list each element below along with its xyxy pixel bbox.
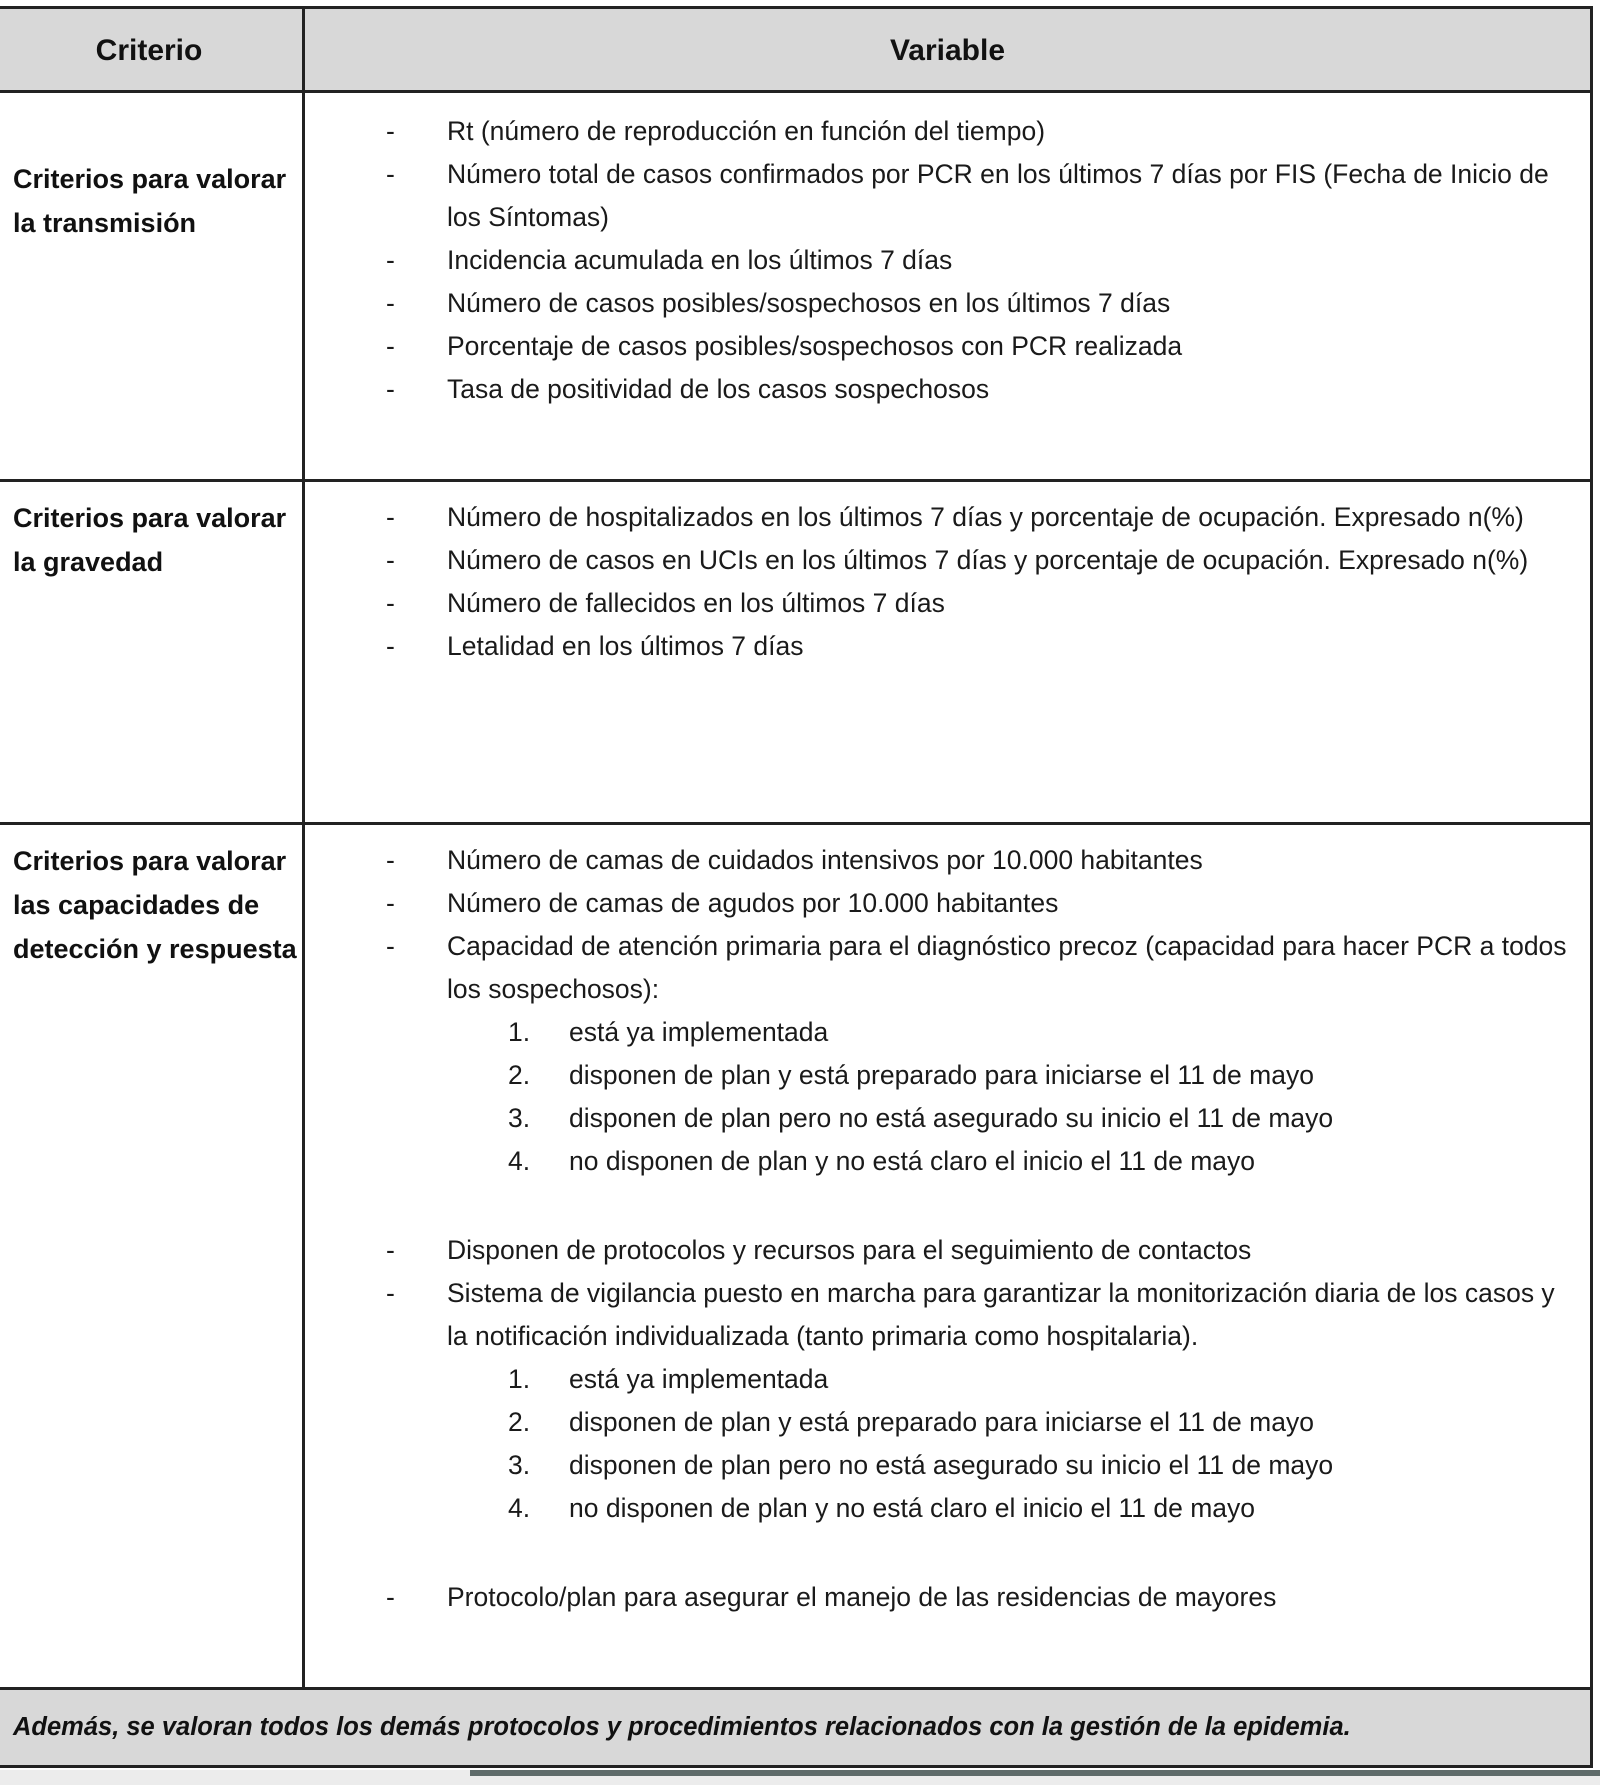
list-item: - Número de fallecidos en los últimos 7 días bbox=[386, 588, 945, 618]
option-item: 1. está ya implementada bbox=[508, 1017, 829, 1047]
criterio-capacidades: Criterios para valorar las capacidades de detección y respuesta bbox=[13, 846, 297, 964]
list-item: - Número de casos posibles/sospechosos en los últimos 7 días bbox=[386, 288, 1171, 318]
variables-capacidades bbox=[305, 839, 1590, 1619]
variables-transmision bbox=[305, 110, 1590, 411]
criterio-gravedad: Criterios para valorar la gravedad bbox=[13, 503, 287, 577]
bottom-edge bbox=[0, 1770, 1600, 1785]
list-item: - Número total de casos confirmados por PCR en los últimos 7 días por FIS (Fecha de Inicio de los Síntomas) bbox=[386, 159, 1549, 232]
list-item: - Capacidad de atención primaria para el diagnóstico precoz (capacidad para hacer PCR a todos los sospechosos): bbox=[386, 931, 1567, 1004]
list-item: - Rt (número de reproducción en función del tiempo) bbox=[386, 116, 1046, 146]
header-criterio: Criterio bbox=[95, 34, 203, 67]
list-item: - Sistema de vigilancia puesto en marcha para garantizar la monitorización diaria de los casos y la notificación individualizada (tanto primaria como hospitalaria). bbox=[386, 1278, 1555, 1351]
option-item: 1. está ya implementada bbox=[508, 1364, 829, 1394]
row-divider bbox=[0, 822, 1590, 825]
bottom-edge-bar bbox=[470, 1770, 1600, 1776]
criteria-table bbox=[0, 6, 1593, 1768]
footer-note: Además, se valoran todos los demás protocolos y procedimientos relacionados con la gestión de la epidemia. bbox=[13, 1713, 1351, 1741]
list-item: - Tasa de positividad de los casos sospechosos bbox=[386, 374, 990, 404]
list-item: - Letalidad en los últimos 7 días bbox=[386, 631, 804, 661]
option-item: 4. no disponen de plan y no está claro el inicio el 11 de mayo bbox=[508, 1493, 1256, 1523]
list-item: - Porcentaje de casos posibles/sospechosos con PCR realizada bbox=[386, 331, 1183, 361]
option-item: 4. no disponen de plan y no está claro el inicio el 11 de mayo bbox=[508, 1146, 1256, 1176]
option-item: 2. disponen de plan y está preparado para iniciarse el 11 de mayo bbox=[508, 1060, 1314, 1090]
option-item: 3. disponen de plan pero no está asegurado su inicio el 11 de mayo bbox=[508, 1103, 1334, 1133]
list-item: - Número de casos en UCIs en los últimos 7 días y porcentaje de ocupación. Expresado n(%) bbox=[386, 545, 1529, 575]
list-item: - Incidencia acumulada en los últimos 7 días bbox=[386, 245, 953, 275]
header-variable: Variable bbox=[889, 34, 1006, 67]
list-item: - Número de hospitalizados en los últimos 7 días y porcentaje de ocupación. Expresado n(%) bbox=[386, 502, 1524, 532]
list-item: - Protocolo/plan para asegurar el manejo de las residencias de mayores bbox=[386, 1582, 1277, 1612]
option-item: 3. disponen de plan pero no está asegurado su inicio el 11 de mayo bbox=[508, 1450, 1334, 1480]
variables-gravedad bbox=[305, 496, 1590, 668]
list-item: - Número de camas de cuidados intensivos por 10.000 habitantes bbox=[386, 845, 1203, 875]
table-footer bbox=[0, 1690, 1590, 1765]
list-item: - Número de camas de agudos por 10.000 habitantes bbox=[386, 888, 1059, 918]
list-item: - Disponen de protocolos y recursos para el seguimiento de contactos bbox=[386, 1235, 1252, 1265]
row-divider bbox=[0, 479, 1590, 482]
criterio-transmision: Criterios para valorar la transmisión bbox=[13, 164, 287, 238]
option-item: 2. disponen de plan y está preparado para iniciarse el 11 de mayo bbox=[508, 1407, 1314, 1437]
